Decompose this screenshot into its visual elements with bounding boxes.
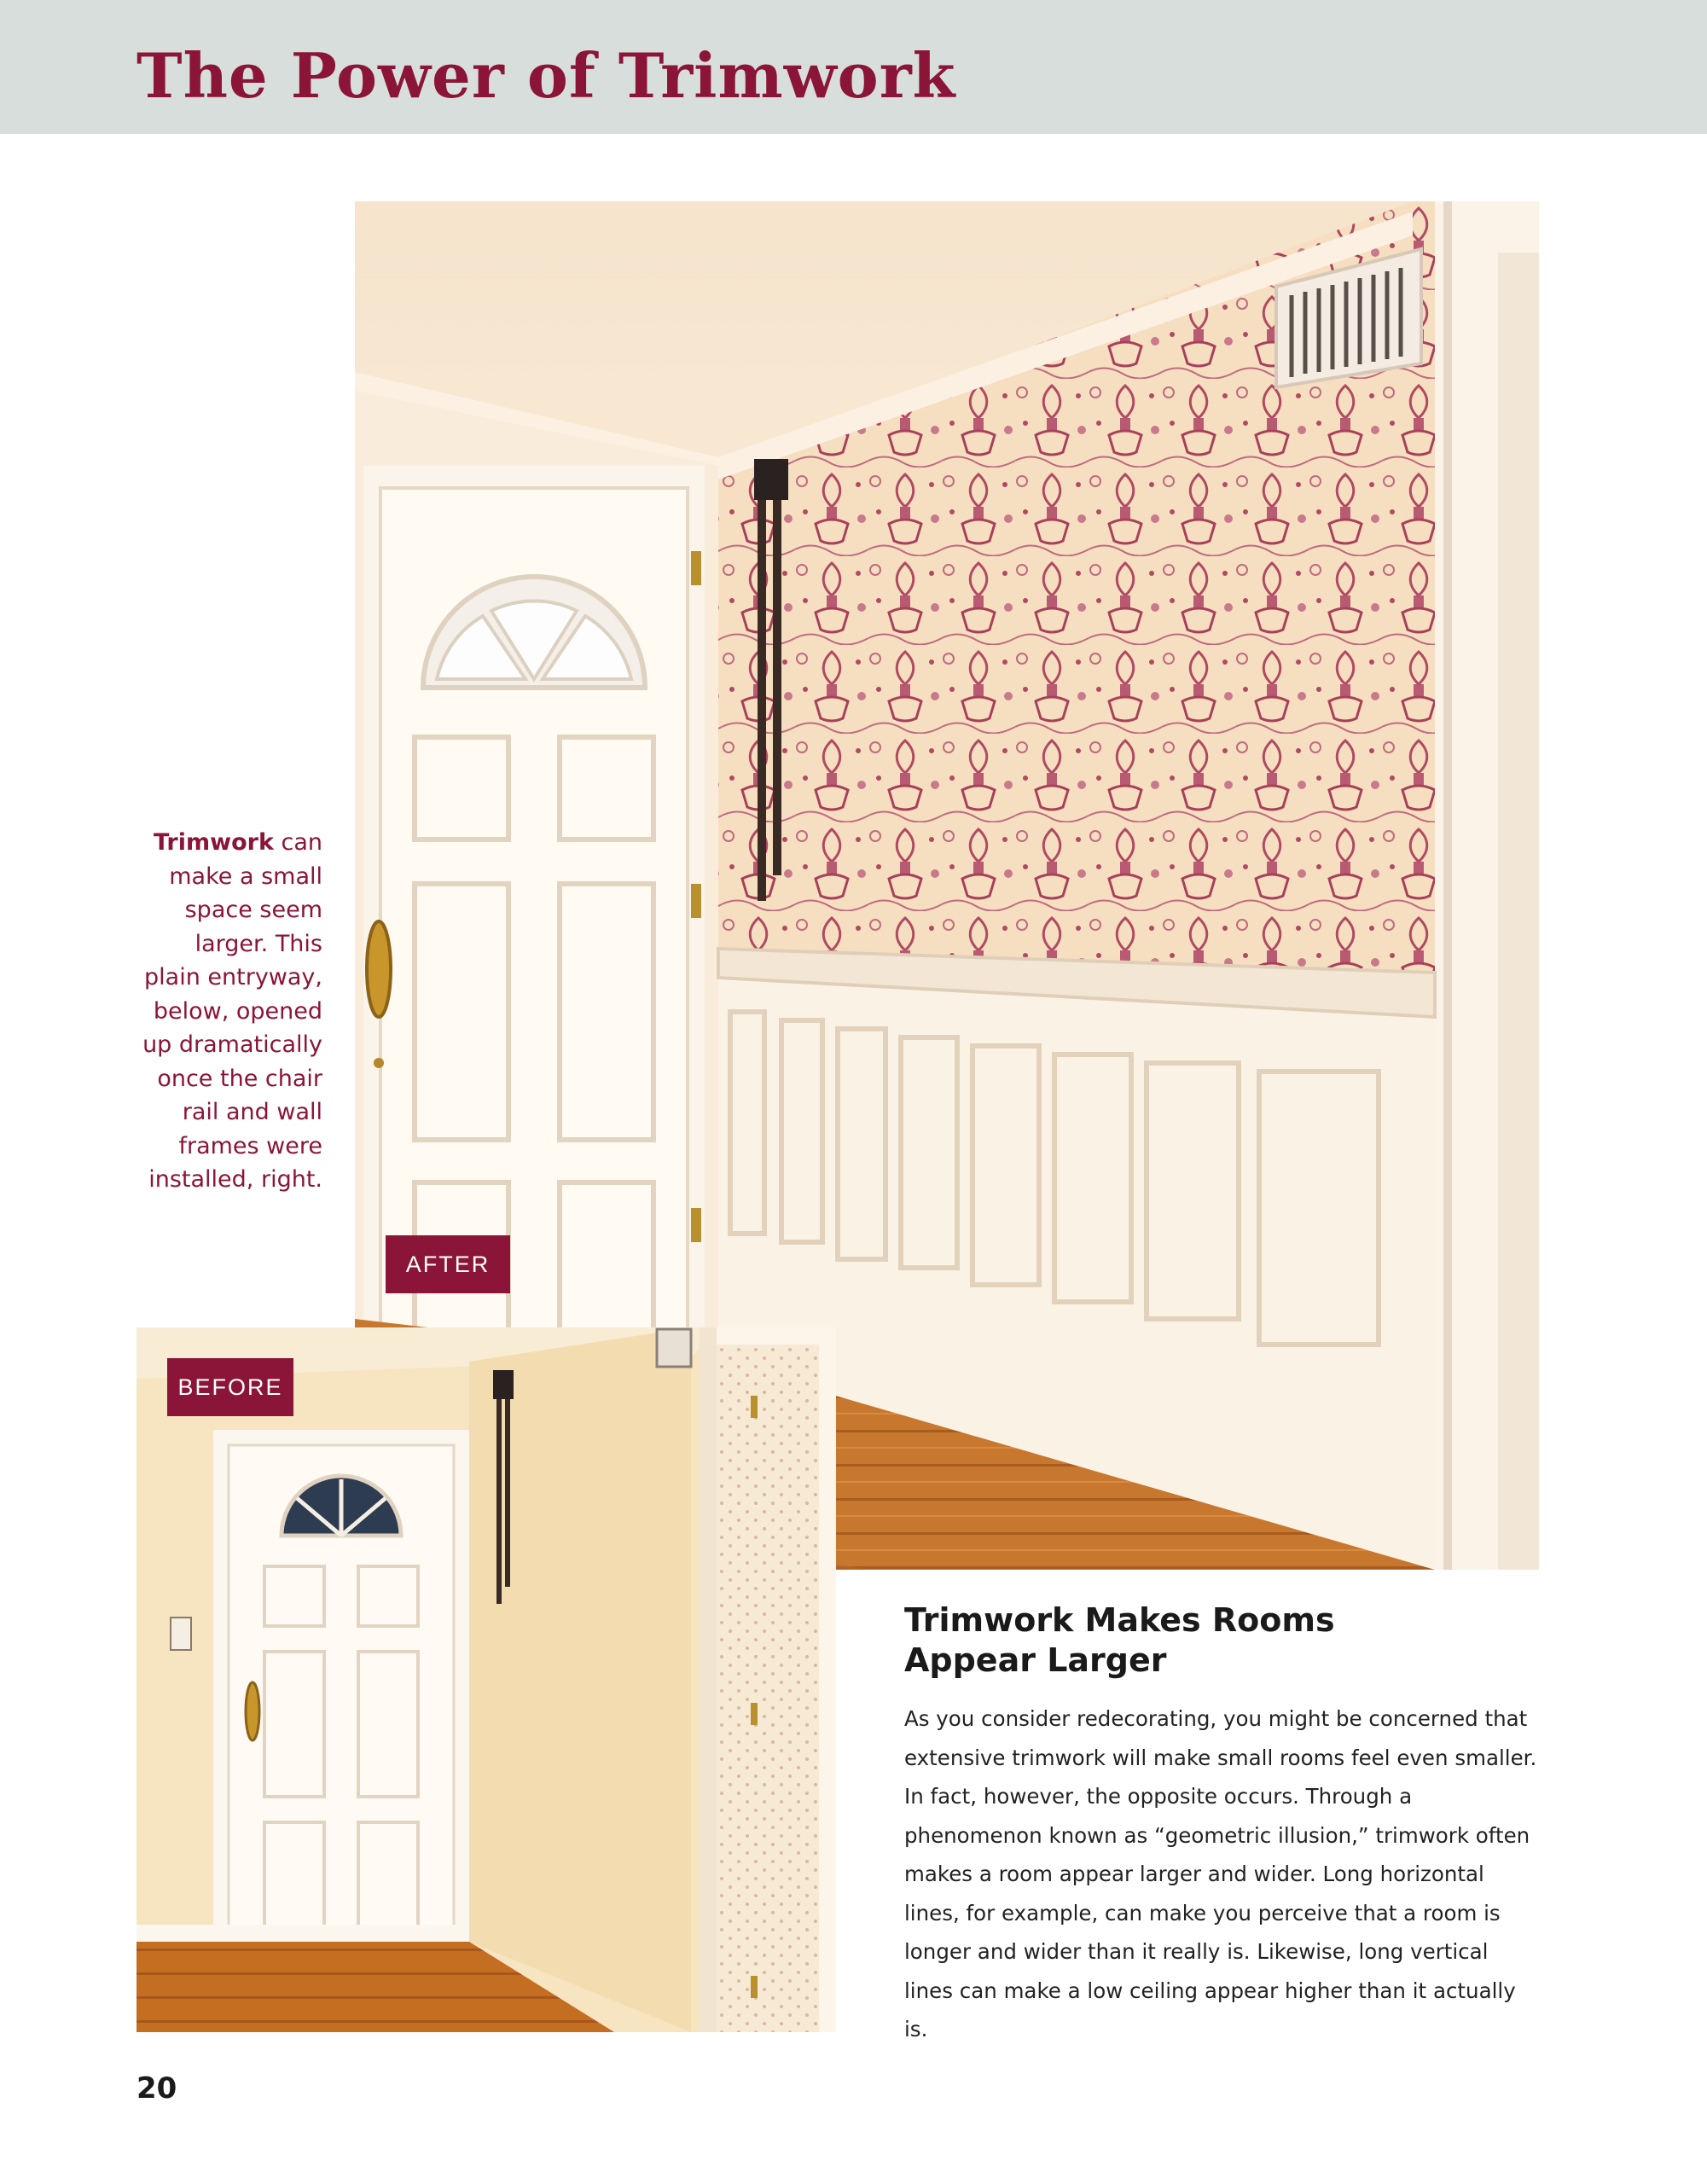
after-label: AFTER	[386, 1235, 510, 1293]
section-heading	[904, 1600, 1518, 1681]
caption-text: can make a small space seem larger. This plain entryway, below, opened up dramatically once the chair rail and wall frames were installed, right.	[142, 829, 322, 1193]
heading-line-1: Trimwork Makes Rooms	[904, 1601, 1335, 1639]
page-title: The Power of Trimwork	[136, 39, 956, 112]
page-number: 20	[136, 2071, 177, 2106]
before-photo	[136, 1327, 836, 2032]
body-paragraph: As you consider redecorating, you might be concerned that extensive trimwork will make small rooms feel even smaller. In fact, however, the opposite occurs. Through a phenomenon known as “geometric illusion,” trimwork often makes a room appear larger and wider. Long horizontal lines, for example, can make you perceive that a room is longer and wider than it really is. Likewise, long vertical lines can make a low ceiling appear higher than it actually is.	[904, 1706, 1537, 2042]
before-label: BEFORE	[167, 1358, 293, 1416]
caption-lead: Trimwork	[153, 829, 274, 856]
photo-caption	[136, 826, 322, 1197]
heading-line-2: Appear Larger	[904, 1641, 1167, 1679]
header-band	[0, 0, 1707, 134]
